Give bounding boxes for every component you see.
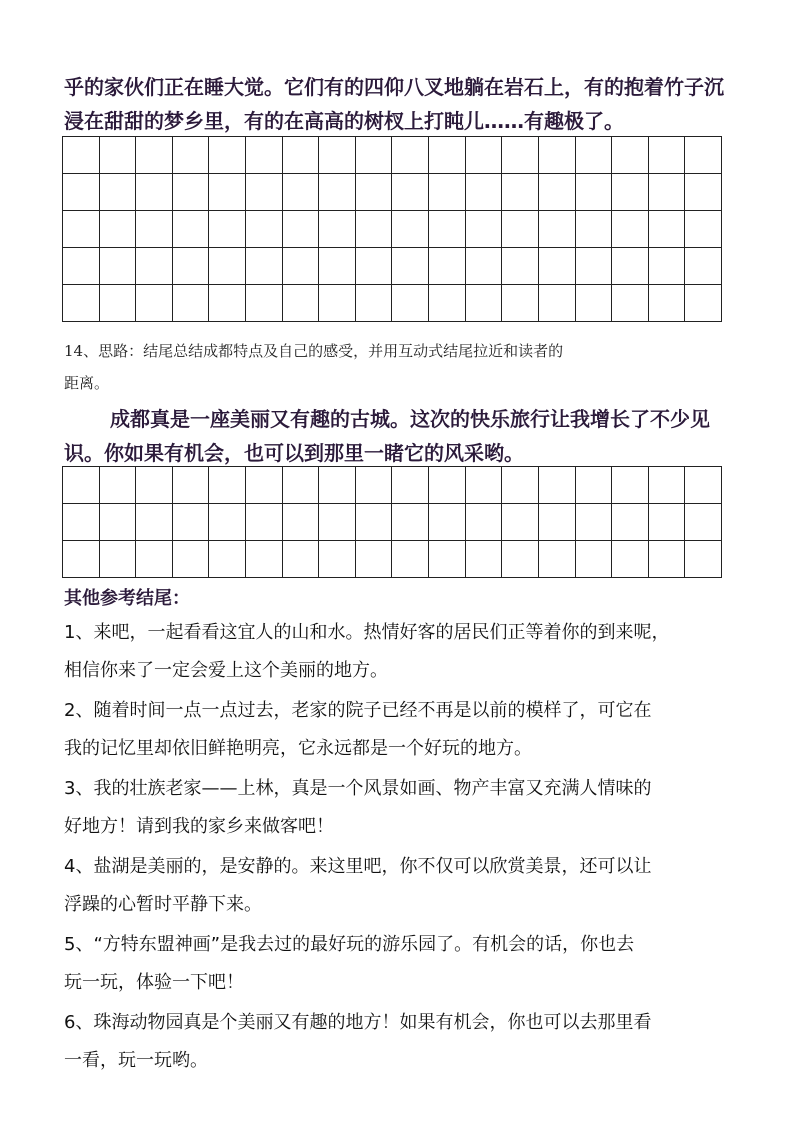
reference-heading: 其他参考结尾： — [64, 588, 190, 609]
grid-cell — [392, 467, 429, 504]
reference-item-1-line-2: 相信你来了一定会爱上这个美丽的地方。 — [64, 660, 388, 681]
grid-cell — [283, 211, 320, 248]
grid-cell — [356, 285, 393, 322]
grid-cell — [429, 504, 466, 541]
grid-cell — [63, 285, 100, 322]
grid-cell — [539, 541, 576, 578]
grid-cell — [246, 137, 283, 174]
grid-cell — [136, 467, 173, 504]
grid-cell — [283, 541, 320, 578]
grid-cell — [136, 211, 173, 248]
grid-cell — [539, 504, 576, 541]
grid-cell — [136, 137, 173, 174]
grid-cell — [612, 467, 649, 504]
grid-cell — [100, 504, 137, 541]
grid-cell — [502, 174, 539, 211]
grid-cell — [356, 541, 393, 578]
grid-cell — [209, 174, 246, 211]
reference-item-6-line-2: 一看，玩一玩哟。 — [64, 1050, 208, 1071]
grid-cell — [685, 137, 722, 174]
grid-cell — [539, 137, 576, 174]
grid-cell — [283, 467, 320, 504]
grid-cell — [246, 504, 283, 541]
grid-cell — [173, 248, 210, 285]
passage-top-line-2: 浸在甜甜的梦乡里，有的在高高的树杈上打盹儿……有趣极了。 — [64, 109, 624, 133]
grid-cell — [246, 174, 283, 211]
grid-cell — [173, 467, 210, 504]
grid-cell — [612, 504, 649, 541]
grid-cell — [63, 137, 100, 174]
grid-cell — [392, 541, 429, 578]
grid-cell — [209, 248, 246, 285]
grid-cell — [576, 541, 613, 578]
grid-cell — [466, 541, 503, 578]
grid-cell — [429, 248, 466, 285]
grid-cell — [209, 137, 246, 174]
grid-cell — [319, 467, 356, 504]
grid-cell — [685, 174, 722, 211]
grid-cell — [136, 174, 173, 211]
grid-cell — [539, 248, 576, 285]
grid-cell — [685, 504, 722, 541]
grid-cell — [429, 285, 466, 322]
grid-cell — [173, 285, 210, 322]
reference-item-4-line-2: 浮躁的心暂时平静下来。 — [64, 894, 262, 915]
grid-cell — [356, 137, 393, 174]
grid-cell — [319, 504, 356, 541]
grid-cell — [209, 285, 246, 322]
grid-cell — [392, 504, 429, 541]
grid-cell — [392, 285, 429, 322]
grid-cell — [649, 174, 686, 211]
grid-cell — [612, 211, 649, 248]
grid-cell — [283, 248, 320, 285]
grid-cell — [649, 211, 686, 248]
grid-cell — [429, 211, 466, 248]
grid-cell — [63, 541, 100, 578]
grid-cell — [100, 174, 137, 211]
grid-cell — [173, 504, 210, 541]
grid-cell — [466, 137, 503, 174]
grid-cell — [246, 248, 283, 285]
grid-cell — [502, 211, 539, 248]
grid-cell — [283, 137, 320, 174]
grid-cell — [356, 504, 393, 541]
grid-cell — [246, 211, 283, 248]
grid-cell — [649, 541, 686, 578]
reference-item-2-line-1: 2、随着时间一点一点过去，老家的院子已经不再是以前的模样了，可它在 — [64, 700, 652, 721]
grid-cell — [63, 174, 100, 211]
grid-cell — [649, 248, 686, 285]
grid-cell — [466, 285, 503, 322]
grid-cell — [356, 211, 393, 248]
grid-cell — [612, 285, 649, 322]
grid-cell — [539, 174, 576, 211]
grid-cell — [136, 541, 173, 578]
grid-cell — [576, 504, 613, 541]
grid-cell — [209, 504, 246, 541]
grid-cell — [100, 467, 137, 504]
grid-cell — [173, 174, 210, 211]
passage-ending-line-2: 识。你如果有机会，也可以到那里一睹它的风采哟。 — [64, 441, 524, 465]
grid-cell — [136, 248, 173, 285]
grid-cell — [502, 285, 539, 322]
reference-item-6-line-1: 6、珠海动物园真是个美丽又有趣的地方！如果有机会，你也可以去那里看 — [64, 1012, 652, 1033]
grid-cell — [466, 211, 503, 248]
grid-cell — [576, 285, 613, 322]
grid-cell — [576, 137, 613, 174]
reference-item-5-line-2: 玩一玩，体验一下吧！ — [64, 972, 244, 993]
grid-cell — [173, 211, 210, 248]
grid-cell — [649, 137, 686, 174]
grid-cell — [319, 211, 356, 248]
grid-cell — [649, 285, 686, 322]
grid-cell — [283, 504, 320, 541]
grid-cell — [392, 174, 429, 211]
grid-cell — [649, 504, 686, 541]
grid-cell — [502, 541, 539, 578]
grid-cell — [502, 248, 539, 285]
grid-cell — [539, 211, 576, 248]
grid-cell — [612, 174, 649, 211]
grid-cell — [356, 248, 393, 285]
grid-cell — [63, 211, 100, 248]
grid-cell — [283, 174, 320, 211]
grid-cell — [173, 137, 210, 174]
grid-cell — [502, 137, 539, 174]
grid-cell — [63, 504, 100, 541]
grid-cell — [429, 467, 466, 504]
reference-item-2-line-2: 我的记忆里却依旧鲜艳明亮，它永远都是一个好玩的地方。 — [64, 738, 532, 759]
grid-cell — [539, 467, 576, 504]
grid-cell — [685, 248, 722, 285]
reference-item-5-line-1: 5、“方特东盟神画”是我去过的最好玩的游乐园了。有机会的话，你也去 — [64, 934, 635, 955]
grid-cell — [392, 137, 429, 174]
grid-cell — [209, 211, 246, 248]
grid-cell — [466, 248, 503, 285]
grid-cell — [319, 174, 356, 211]
grid-cell — [502, 467, 539, 504]
grid-cell — [392, 248, 429, 285]
grid-cell — [466, 504, 503, 541]
grid-cell — [136, 504, 173, 541]
grid-cell — [392, 211, 429, 248]
grid-cell — [429, 137, 466, 174]
reference-item-4-line-1: 4、盐湖是美丽的，是安静的。来这里吧，你不仅可以欣赏美景，还可以让 — [64, 856, 652, 877]
note-14-line-2: 距离。 — [64, 374, 110, 392]
grid-cell — [100, 211, 137, 248]
grid-cell — [612, 541, 649, 578]
grid-cell — [209, 467, 246, 504]
passage-top-line-1: 乎的家伙们正在睡大觉。它们有的四仰八叉地躺在岩石上，有的抱着竹子沉 — [64, 75, 724, 99]
grid-cell — [100, 137, 137, 174]
note-14-line-1: 14、思路：结尾总结成都特点及自己的感受，并用互动式结尾拉近和读者的 — [64, 342, 564, 360]
grid-cell — [100, 541, 137, 578]
grid-cell — [356, 174, 393, 211]
grid-cell — [246, 467, 283, 504]
grid-cell — [612, 137, 649, 174]
reference-item-3-line-2: 好地方！请到我的家乡来做客吧！ — [64, 816, 334, 837]
grid-cell — [466, 467, 503, 504]
grid-cell — [466, 174, 503, 211]
grid-cell — [356, 467, 393, 504]
grid-cell — [100, 285, 137, 322]
grid-cell — [576, 211, 613, 248]
grid-cell — [319, 541, 356, 578]
grid-cell — [502, 504, 539, 541]
writing-grid-bottom — [62, 466, 722, 578]
grid-cell — [63, 248, 100, 285]
grid-cell — [136, 285, 173, 322]
grid-cell — [429, 541, 466, 578]
grid-cell — [685, 541, 722, 578]
grid-cell — [649, 467, 686, 504]
grid-cell — [685, 285, 722, 322]
grid-cell — [319, 285, 356, 322]
writing-grid-top — [62, 136, 722, 322]
reference-item-1-line-1: 1、来吧，一起看看这宜人的山和水。热情好客的居民们正等着你的到来呢， — [64, 622, 670, 643]
grid-cell — [612, 248, 649, 285]
grid-cell — [539, 285, 576, 322]
grid-cell — [685, 211, 722, 248]
grid-cell — [173, 541, 210, 578]
grid-cell — [576, 248, 613, 285]
grid-cell — [576, 174, 613, 211]
grid-cell — [283, 285, 320, 322]
grid-cell — [685, 467, 722, 504]
grid-cell — [246, 541, 283, 578]
grid-cell — [319, 248, 356, 285]
reference-item-3-line-1: 3、我的壮族老家——上林，真是一个风景如画、物产丰富又充满人情味的 — [64, 778, 652, 799]
grid-cell — [246, 285, 283, 322]
grid-cell — [100, 248, 137, 285]
passage-ending-line-1: 成都真是一座美丽又有趣的古城。这次的快乐旅行让我增长了不少见 — [110, 407, 710, 431]
grid-cell — [576, 467, 613, 504]
grid-cell — [429, 174, 466, 211]
grid-cell — [319, 137, 356, 174]
grid-cell — [209, 541, 246, 578]
grid-cell — [63, 467, 100, 504]
